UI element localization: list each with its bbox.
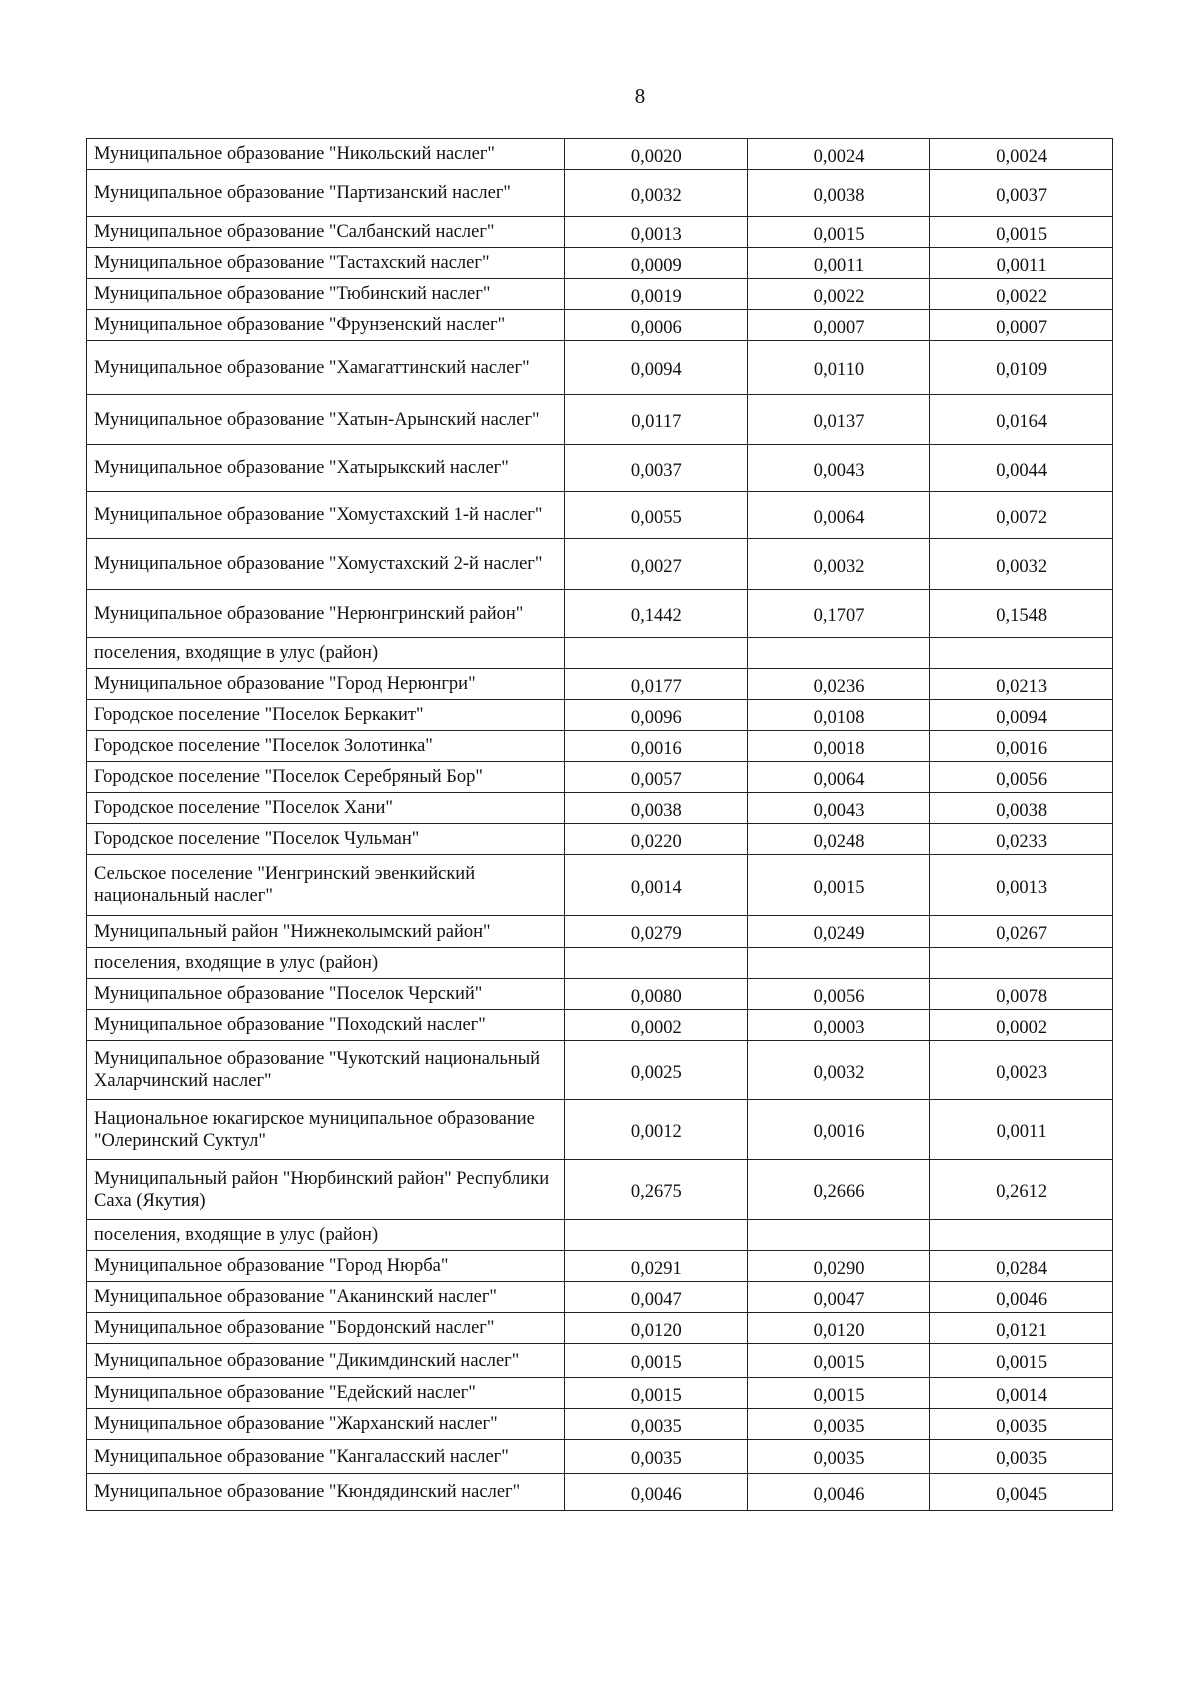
value-cell-v1: 0,1442 — [565, 590, 748, 638]
value-cell-v3: 0,0007 — [930, 310, 1113, 341]
value-cell-v3: 0,0024 — [930, 139, 1113, 170]
table-row — [87, 1100, 1113, 1160]
value-cell-v3 — [930, 1220, 1113, 1251]
value-cell-v2: 0,0022 — [747, 279, 930, 310]
row-name: Муниципальное образование "Жарханский наслег" — [87, 1409, 565, 1440]
value-cell-v3: 0,0011 — [930, 1100, 1113, 1160]
row-name: Муниципальный район "Нюрбинский район" Республики Саха (Якутия) — [87, 1160, 565, 1220]
value-cell-v3: 0,0233 — [930, 824, 1113, 855]
value-cell-v2 — [747, 1220, 930, 1251]
value-cell-v2: 0,0043 — [747, 793, 930, 824]
row-name: Муниципальное образование "Город Нерюнгри" — [87, 669, 565, 700]
table-row — [87, 1251, 1113, 1282]
row-name: Муниципальное образование "Город Нюрба" — [87, 1251, 565, 1282]
value-cell-v2: 0,0137 — [747, 395, 930, 445]
value-cell-v2: 0,0015 — [747, 855, 930, 916]
table-row — [87, 590, 1113, 638]
row-name: Муниципальное образование "Кангаласский наслег" — [87, 1440, 565, 1474]
row-name: Муниципальное образование "Чукотский национальный Халарчинский наслег" — [87, 1041, 565, 1100]
value-cell-v1: 0,0012 — [565, 1100, 748, 1160]
value-cell-v2: 0,0035 — [747, 1440, 930, 1474]
row-name: Муниципальное образование "Хатын-Арынский наслег" — [87, 395, 565, 445]
value-cell-v2: 0,0120 — [747, 1313, 930, 1344]
value-cell-v3: 0,0016 — [930, 731, 1113, 762]
value-cell-v1: 0,0057 — [565, 762, 748, 793]
table-row — [87, 700, 1113, 731]
value-cell-v1: 0,0117 — [565, 395, 748, 445]
table-row — [87, 731, 1113, 762]
value-cell-v3: 0,0013 — [930, 855, 1113, 916]
row-name: Муниципальное образование "Хомустахский 2-й наслег" — [87, 539, 565, 590]
row-name: Муниципальное образование "Дикимдинский наслег" — [87, 1344, 565, 1378]
table-row — [87, 793, 1113, 824]
value-cell-v1: 0,0055 — [565, 492, 748, 539]
value-cell-v2: 0,0248 — [747, 824, 930, 855]
value-cell-v3: 0,0045 — [930, 1474, 1113, 1511]
table-row — [87, 1160, 1113, 1220]
row-name: поселения, входящие в улус (район) — [87, 1220, 565, 1251]
table-row — [87, 1041, 1113, 1100]
value-cell-v1: 0,0220 — [565, 824, 748, 855]
value-cell-v2: 0,0064 — [747, 492, 930, 539]
table-row — [87, 1378, 1113, 1409]
table-body — [87, 139, 1113, 1511]
value-cell-v3: 0,0015 — [930, 1344, 1113, 1378]
value-cell-v3: 0,0046 — [930, 1282, 1113, 1313]
value-cell-v3: 0,0072 — [930, 492, 1113, 539]
row-name: поселения, входящие в улус (район) — [87, 948, 565, 979]
value-cell-v3: 0,0109 — [930, 341, 1113, 395]
value-cell-v2: 0,0046 — [747, 1474, 930, 1511]
value-cell-v2: 0,0018 — [747, 731, 930, 762]
table-row — [87, 1010, 1113, 1041]
row-name: Муниципальное образование "Нерюнгринский район" — [87, 590, 565, 638]
table-row — [87, 638, 1113, 669]
value-cell-v3: 0,1548 — [930, 590, 1113, 638]
row-name: Сельское поселение "Иенгринский эвенкийский национальный наслег" — [87, 855, 565, 916]
table-row — [87, 170, 1113, 217]
row-name: Городское поселение "Поселок Хани" — [87, 793, 565, 824]
value-cell-v1: 0,0120 — [565, 1313, 748, 1344]
value-cell-v3: 0,2612 — [930, 1160, 1113, 1220]
row-name: Муниципальное образование "Никольский наслег" — [87, 139, 565, 170]
row-name: Городское поселение "Поселок Беркакит" — [87, 700, 565, 731]
value-cell-v3: 0,0015 — [930, 217, 1113, 248]
value-cell-v1: 0,0020 — [565, 139, 748, 170]
table-row — [87, 1313, 1113, 1344]
value-cell-v3: 0,0023 — [930, 1041, 1113, 1100]
table-row — [87, 1440, 1113, 1474]
table-row — [87, 916, 1113, 948]
table-row — [87, 1409, 1113, 1440]
value-cell-v1: 0,0177 — [565, 669, 748, 700]
table-row — [87, 762, 1113, 793]
table-row — [87, 492, 1113, 539]
value-cell-v2: 0,0038 — [747, 170, 930, 217]
value-cell-v2: 0,0249 — [747, 916, 930, 948]
value-cell-v1: 0,0096 — [565, 700, 748, 731]
row-name: Муниципальный район "Нижнеколымский район" — [87, 916, 565, 948]
value-cell-v1: 0,0014 — [565, 855, 748, 916]
value-cell-v2: 0,0064 — [747, 762, 930, 793]
value-cell-v1: 0,0015 — [565, 1378, 748, 1409]
row-name: Городское поселение "Поселок Серебряный Бор" — [87, 762, 565, 793]
table-row — [87, 1344, 1113, 1378]
table-row — [87, 139, 1113, 170]
value-cell-v1: 0,0016 — [565, 731, 748, 762]
value-cell-v2: 0,0015 — [747, 217, 930, 248]
value-cell-v1: 0,0002 — [565, 1010, 748, 1041]
table-row — [87, 279, 1113, 310]
table-row — [87, 445, 1113, 492]
value-cell-v3: 0,0267 — [930, 916, 1113, 948]
value-cell-v1: 0,2675 — [565, 1160, 748, 1220]
value-cell-v1: 0,0009 — [565, 248, 748, 279]
value-cell-v2: 0,0290 — [747, 1251, 930, 1282]
value-cell-v3: 0,0011 — [930, 248, 1113, 279]
table-row — [87, 217, 1113, 248]
table-row — [87, 669, 1113, 700]
value-cell-v2: 0,0035 — [747, 1409, 930, 1440]
row-name: Национальное юкагирское муниципальное образование "Олеринский Суктул" — [87, 1100, 565, 1160]
value-cell-v1: 0,0094 — [565, 341, 748, 395]
value-cell-v1: 0,0047 — [565, 1282, 748, 1313]
value-cell-v3: 0,0014 — [930, 1378, 1113, 1409]
value-cell-v2: 0,0110 — [747, 341, 930, 395]
row-name: Муниципальное образование "Аканинский наслег" — [87, 1282, 565, 1313]
value-cell-v1: 0,0006 — [565, 310, 748, 341]
value-cell-v2: 0,0032 — [747, 1041, 930, 1100]
value-cell-v1 — [565, 638, 748, 669]
table-row — [87, 1220, 1113, 1251]
value-cell-v1: 0,0025 — [565, 1041, 748, 1100]
value-cell-v2: 0,0236 — [747, 669, 930, 700]
row-name: Муниципальное образование "Кюндядинский наслег" — [87, 1474, 565, 1511]
row-name: Муниципальное образование "Бордонский наслег" — [87, 1313, 565, 1344]
value-cell-v1: 0,0046 — [565, 1474, 748, 1511]
value-cell-v3: 0,0035 — [930, 1409, 1113, 1440]
table-row — [87, 824, 1113, 855]
data-table — [86, 138, 1113, 1511]
table-row — [87, 310, 1113, 341]
value-cell-v3: 0,0121 — [930, 1313, 1113, 1344]
value-cell-v2: 0,0016 — [747, 1100, 930, 1160]
value-cell-v3: 0,0094 — [930, 700, 1113, 731]
value-cell-v1: 0,0037 — [565, 445, 748, 492]
value-cell-v2: 0,0015 — [747, 1378, 930, 1409]
row-name: Муниципальное образование "Фрунзенский наслег" — [87, 310, 565, 341]
value-cell-v2: 0,0108 — [747, 700, 930, 731]
value-cell-v3: 0,0022 — [930, 279, 1113, 310]
row-name: Муниципальное образование "Партизанский наслег" — [87, 170, 565, 217]
row-name: Городское поселение "Поселок Золотинка" — [87, 731, 565, 762]
table-row — [87, 395, 1113, 445]
value-cell-v2: 0,0032 — [747, 539, 930, 590]
table-row — [87, 1282, 1113, 1313]
value-cell-v2 — [747, 948, 930, 979]
row-name: Муниципальное образование "Хамагаттинский наслег" — [87, 341, 565, 395]
value-cell-v1: 0,0035 — [565, 1409, 748, 1440]
value-cell-v3 — [930, 638, 1113, 669]
table-row — [87, 539, 1113, 590]
value-cell-v2: 0,0043 — [747, 445, 930, 492]
table-row — [87, 948, 1113, 979]
row-name: Муниципальное образование "Походский наслег" — [87, 1010, 565, 1041]
table-row — [87, 1474, 1113, 1511]
value-cell-v1 — [565, 948, 748, 979]
value-cell-v1: 0,0279 — [565, 916, 748, 948]
value-cell-v1: 0,0015 — [565, 1344, 748, 1378]
row-name: Муниципальное образование "Поселок Черский" — [87, 979, 565, 1010]
value-cell-v1: 0,0032 — [565, 170, 748, 217]
value-cell-v2: 0,0056 — [747, 979, 930, 1010]
value-cell-v1: 0,0035 — [565, 1440, 748, 1474]
value-cell-v3: 0,0213 — [930, 669, 1113, 700]
value-cell-v2: 0,0007 — [747, 310, 930, 341]
table-row — [87, 248, 1113, 279]
row-name: Муниципальное образование "Тастахский наслег" — [87, 248, 565, 279]
value-cell-v3: 0,0032 — [930, 539, 1113, 590]
value-cell-v3: 0,0284 — [930, 1251, 1113, 1282]
value-cell-v2 — [747, 638, 930, 669]
value-cell-v1 — [565, 1220, 748, 1251]
row-name: Муниципальное образование "Салбанский наслег" — [87, 217, 565, 248]
value-cell-v3: 0,0038 — [930, 793, 1113, 824]
table-row — [87, 341, 1113, 395]
value-cell-v1: 0,0027 — [565, 539, 748, 590]
value-cell-v3: 0,0056 — [930, 762, 1113, 793]
value-cell-v2: 0,0015 — [747, 1344, 930, 1378]
value-cell-v2: 0,0024 — [747, 139, 930, 170]
value-cell-v3: 0,0164 — [930, 395, 1113, 445]
value-cell-v1: 0,0080 — [565, 979, 748, 1010]
value-cell-v3 — [930, 948, 1113, 979]
page-number: 8 — [634, 84, 646, 108]
value-cell-v3: 0,0002 — [930, 1010, 1113, 1041]
row-name: Городское поселение "Поселок Чульман" — [87, 824, 565, 855]
value-cell-v2: 0,2666 — [747, 1160, 930, 1220]
row-name: Муниципальное образование "Тюбинский наслег" — [87, 279, 565, 310]
value-cell-v2: 0,1707 — [747, 590, 930, 638]
row-name: Муниципальное образование "Хатырыкский наслег" — [87, 445, 565, 492]
table-row — [87, 979, 1113, 1010]
value-cell-v1: 0,0013 — [565, 217, 748, 248]
row-name: Муниципальное образование "Хомустахский 1-й наслег" — [87, 492, 565, 539]
value-cell-v1: 0,0038 — [565, 793, 748, 824]
table-row — [87, 855, 1113, 916]
value-cell-v3: 0,0037 — [930, 170, 1113, 217]
row-name: Муниципальное образование "Едейский наслег" — [87, 1378, 565, 1409]
value-cell-v3: 0,0078 — [930, 979, 1113, 1010]
value-cell-v2: 0,0003 — [747, 1010, 930, 1041]
row-name: поселения, входящие в улус (район) — [87, 638, 565, 669]
value-cell-v3: 0,0044 — [930, 445, 1113, 492]
value-cell-v2: 0,0011 — [747, 248, 930, 279]
value-cell-v1: 0,0291 — [565, 1251, 748, 1282]
value-cell-v2: 0,0047 — [747, 1282, 930, 1313]
value-cell-v1: 0,0019 — [565, 279, 748, 310]
value-cell-v3: 0,0035 — [930, 1440, 1113, 1474]
